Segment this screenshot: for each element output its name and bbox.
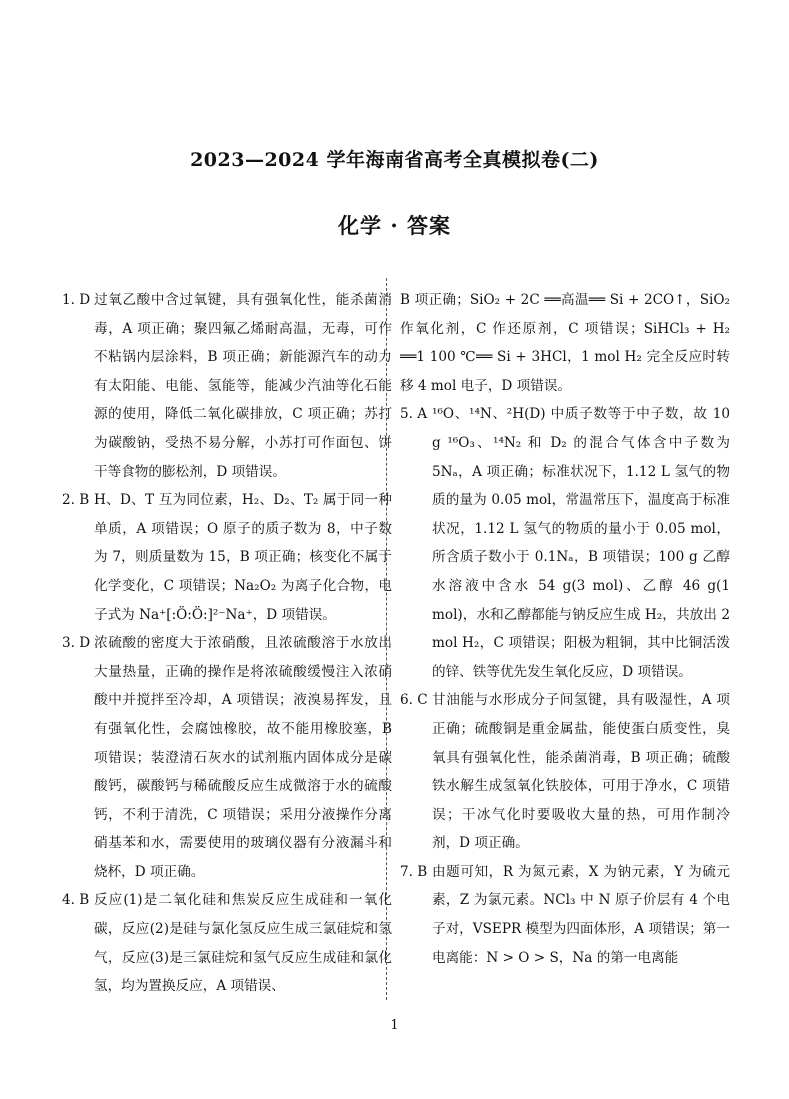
column-divider: [386, 278, 387, 1000]
answer-item-1: [62, 286, 392, 486]
answer-item-4-continuation: B 项正确；SiO₂ + 2C ══高温══ Si + 2CO↑，SiO₂ 作氧化剂，C 作还原剂，C 项错误；SiHCl₃ + H₂ ══1 100 ℃══ Si + 3HCl，1 mol H₂ 完全反应时转移 4 mol 电子，D 项错误。: [400, 292, 730, 394]
answer-item-3: [62, 629, 392, 886]
answer-item-5: [400, 400, 730, 686]
answer-text: H、D、T 互为同位素，H₂、D₂、T₂ 属于同一种单质，A 项错误；O 原子的质子数为 8，中子数为 7，则质量数为 15，B 项正确；核变化不属于化学变化，C 项错误；Na₂O₂ 为离子化合物，电子式为 Na⁺[:Ö:Ö:]²⁻Na⁺，D 项错误。: [94, 492, 392, 623]
answer-text: 浓硫酸的密度大于浓硝酸，且浓硫酸溶于水放出大量热量，正确的操作是将浓硫酸缓慢注入浓硝酸中并搅拌至冷却，A 项错误；液溴易挥发，且有强氧化性，会腐蚀橡胶，故不能用橡胶塞，B 项错误；装澄清石灰水的试剂瓶内固体成分是碳酸钙，碳酸钙与稀硫酸反应生成微溶于水的硫酸钙，不利于清洗，C 项错误；采用分液操作分离硝基苯和水，需要使用的玻璃仪器有分液漏斗和烧杯，D 项正确。: [94, 635, 392, 880]
answer-number: 7. B: [400, 863, 428, 880]
answer-number: 4. B: [62, 892, 90, 909]
answer-item-2: [62, 486, 392, 629]
right-column: [400, 286, 730, 972]
answer-number: 2. B: [62, 492, 90, 509]
document-title: 2023—2024 学年海南省高考全真模拟卷(二): [190, 149, 599, 171]
answer-number: 5. A: [400, 406, 428, 423]
answer-item-4: [62, 886, 392, 1000]
left-column: [62, 286, 392, 1001]
answer-number: 1. D: [62, 292, 91, 308]
answer-item-7: [400, 858, 730, 972]
answer-number: 3. D: [62, 635, 91, 652]
answer-text: 反应(1)是二氧化硅和焦炭反应生成硅和一氧化碳，反应(2)是硅与氯化氢反应生成三氯硅烷和氢气，反应(3)是三氯硅烷和氢气反应生成硅和氯化氢，均为置换反应，A 项错误、: [94, 892, 392, 995]
answer-item-6: [400, 686, 730, 858]
answer-text: 过氧乙酸中含过氧键，具有强氧化性，能杀菌消毒，A 项正确；聚四氟乙烯耐高温，无毒，可作不粘锅内层涂料，B 项正确；新能源汽车的动力有太阳能、电能、氢能等，能减少汽油等化石能源的使用，降低二氧化碳排放，C 项正确；苏打为碳酸钠，受热不易分解，小苏打可作面包、饼干等食物的膨松剂，D 项错误。: [94, 292, 392, 480]
answer-number: 6. C: [400, 692, 428, 709]
answer-text: ¹⁶O、¹⁴N、²H(D) 中质子数等于中子数，故 10 g ¹⁶O₃、¹⁴N₂ 和 D₂ 的混合气体含中子数为 5Nₐ，A 项正确；标准状况下，1.12 L 氢气的物质的量为 0.05 mol，常温常压下，温度高于标准状况，1.12 L 氢气的物质的量小于 0.05 mol，所含质子数小于 0.1Nₐ，B 项错误；100 g 乙醇水溶液中含水 54 g(3 mol)、乙醇 46 g(1 mol)，水和乙醇都能与钠反应生成 H₂，共放出 2 mol H₂，C 项错误；阳极为粗铜，其中比铜活泼的锌、铁等优先发生氧化反应，D 项错误。: [432, 406, 730, 680]
answer-text: 由题可知，R 为氮元素，X 为钠元素，Y 为硫元素，Z 为氯元素。NCl₃ 中 N 原子价层有 4 个电子对，VSEPR 模型为四面体形，A 项错误；第一电离能：N > O > S，Na 的第一电离能: [432, 863, 730, 966]
answer-text: 甘油能与水形成分子间氢键，具有吸湿性，A 项正确；硫酸铜是重金属盐，能使蛋白质变性，臭氧具有强氧化性，能杀菌消毒，B 项正确；硫酸铁水解生成氢氧化铁胶体，可用于净水，C 项错误；干冰气化时要吸收大量的热，可用作制冷剂，D 项正确。: [432, 692, 730, 852]
document-subtitle: 化学 · 答案: [338, 213, 451, 238]
page-number: 1: [390, 1018, 399, 1033]
